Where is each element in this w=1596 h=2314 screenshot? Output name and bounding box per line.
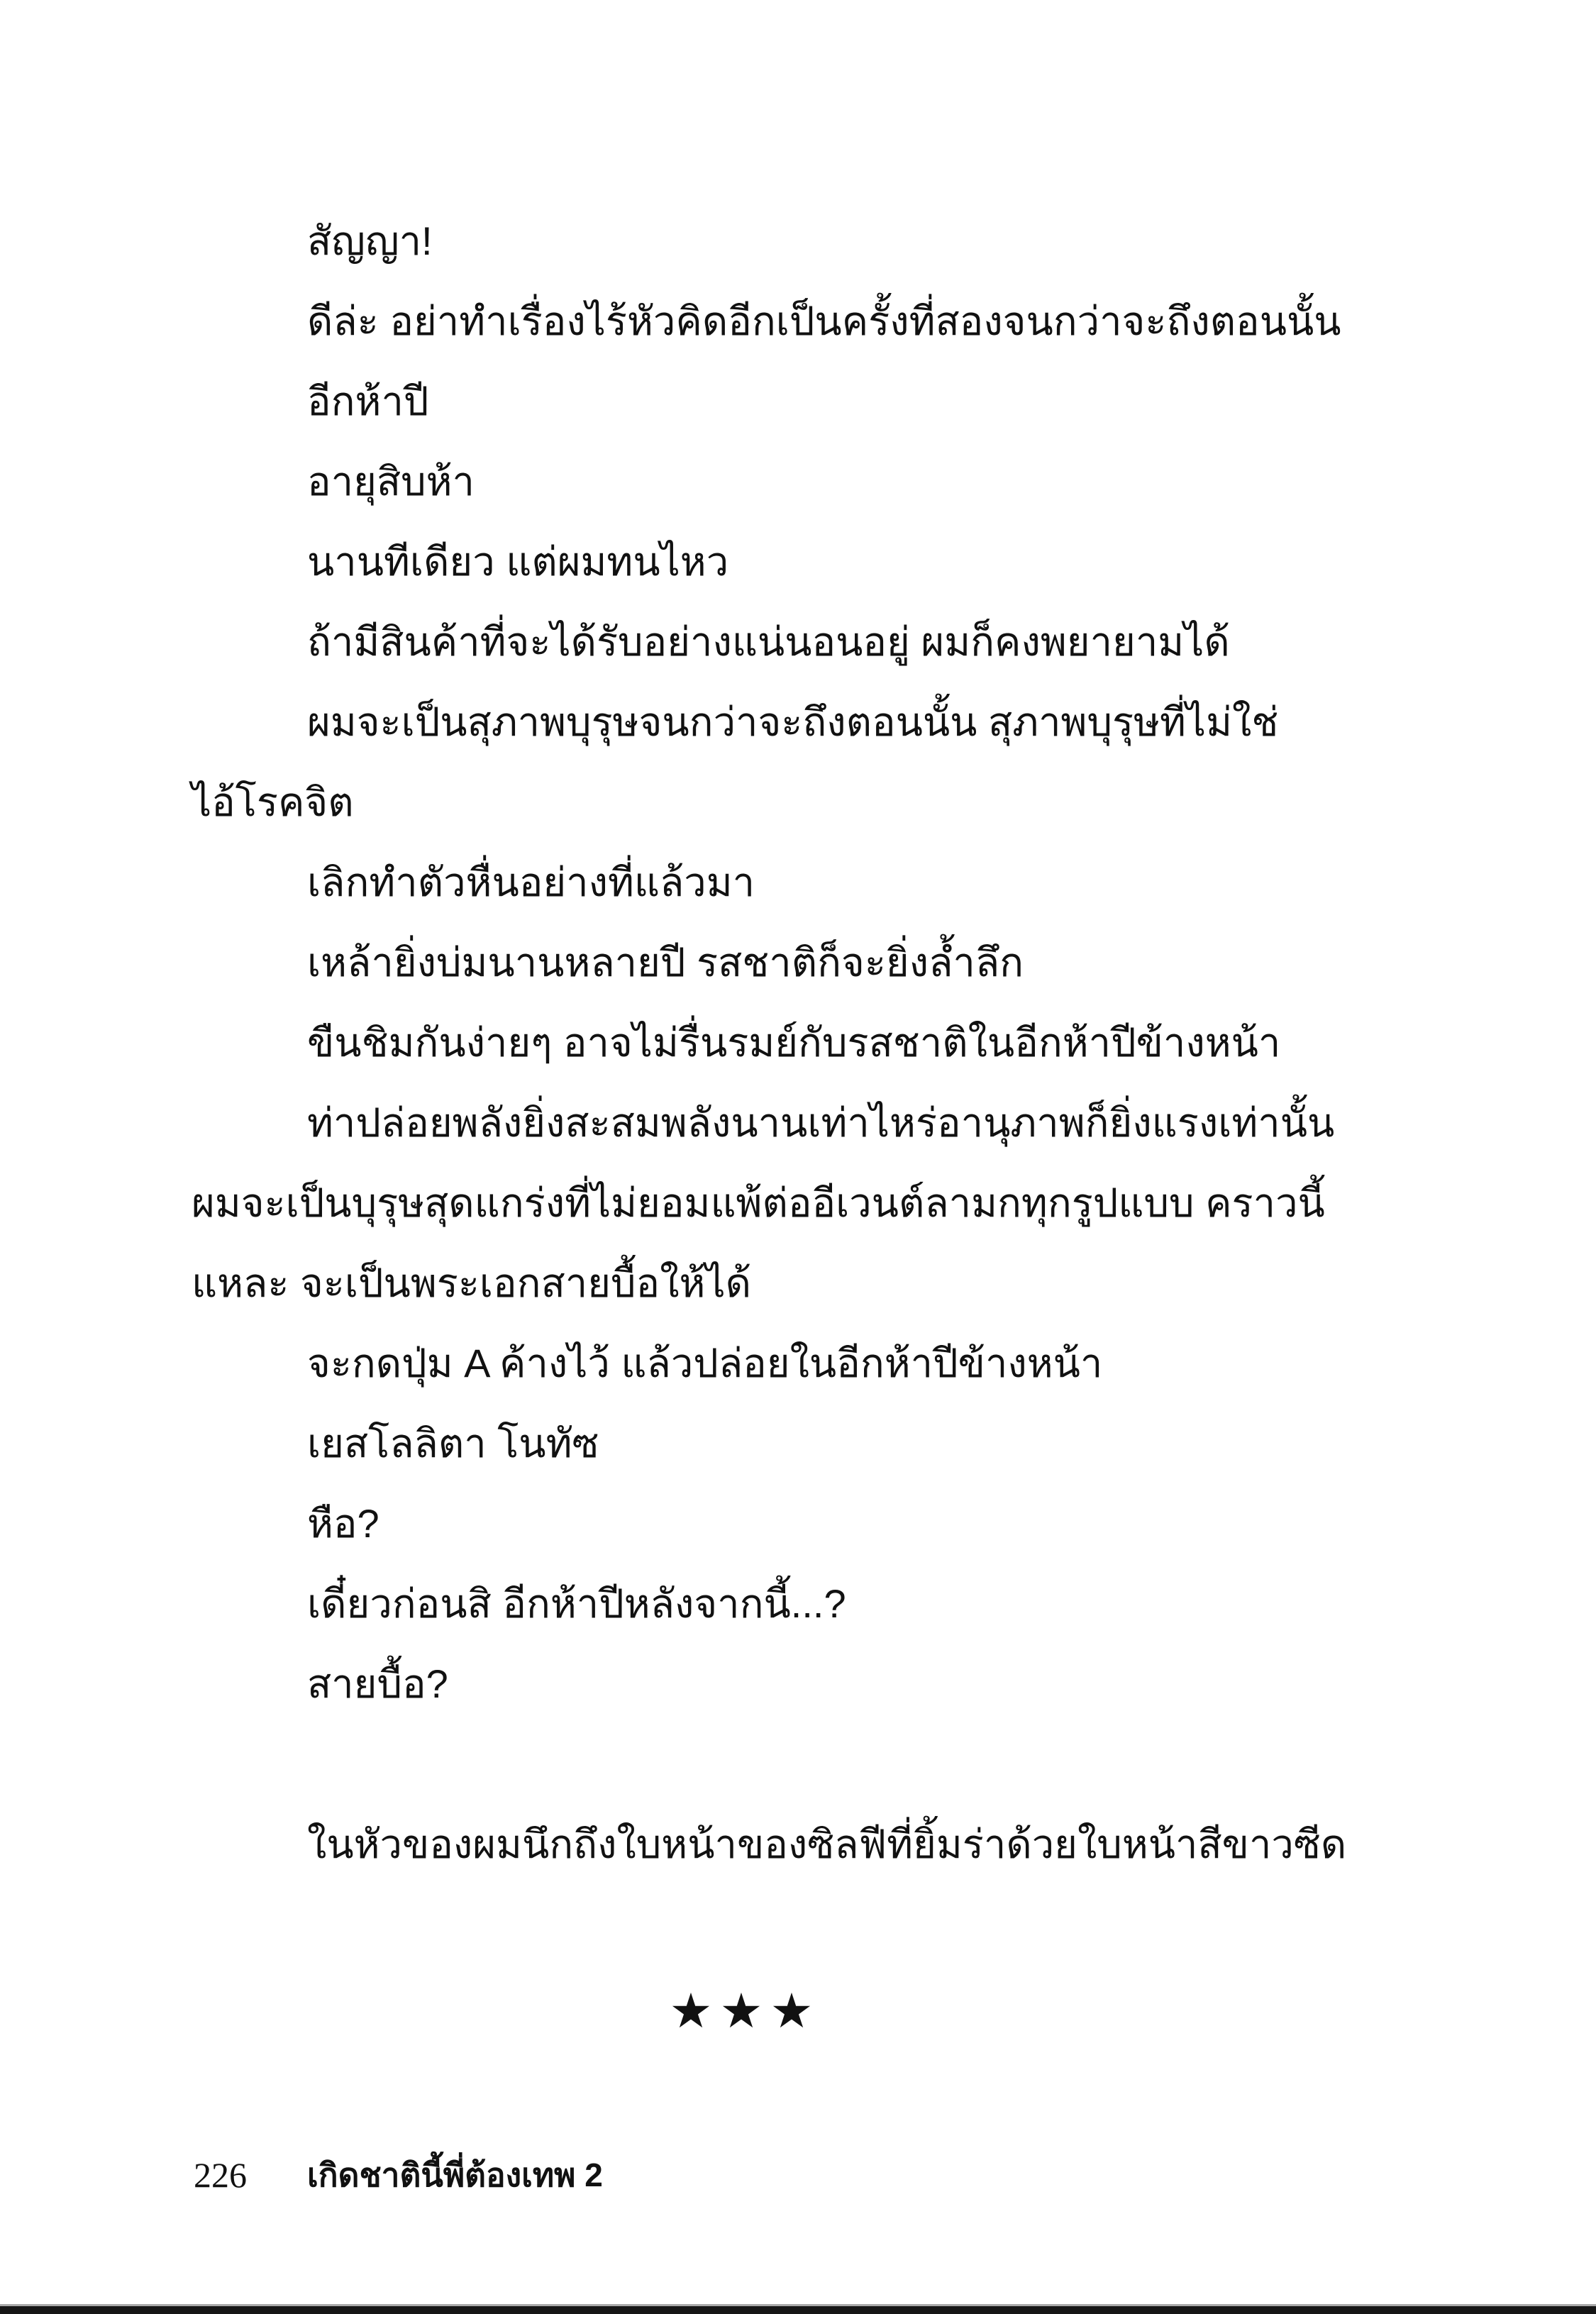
text-line: ผมจะเป็นสุภาพบุรุษจนกว่าจะถึงตอนนั้น สุภาพบุรุษที่ไม่ใช่ (307, 699, 1279, 744)
text-line: ไอ้โรคจิต (192, 780, 354, 824)
text-line: ในหัวของผมนึกถึงใบหน้าของซิลฟีที่ยิ้มร่าด้วยใบหน้าสีขาวซีด (307, 1822, 1347, 1866)
text-line: ขืนชิมกันง่ายๆ อาจไม่รื่นรมย์กับรสชาติในอีกห้าปีข้างหน้า (307, 1020, 1281, 1065)
text-line: เยสโลลิตา โนทัซ (307, 1421, 599, 1466)
text-line: สายบื้อ? (307, 1661, 448, 1706)
window-bottom-bar (0, 2304, 1596, 2314)
text-line: แหละ จะเป็นพระเอกสายบื้อให้ได้ (192, 1261, 751, 1305)
text-line (192, 1724, 1383, 1804)
text-line: ถ้ามีสินค้าที่จะได้รับอย่างแน่นอนอยู่ ผมก็คงพยายามได้ (307, 619, 1230, 664)
text-line: หือ? (307, 1501, 379, 1546)
text-line: นานทีเดียว แต่ผมทนไหว (307, 539, 729, 584)
text-line: อีกห้าปี (307, 379, 429, 424)
page-footer (0, 2149, 1596, 2200)
text-line: ผมจะเป็นบุรุษสุดแกร่งที่ไม่ยอมแพ้ต่ออีเวนต์ลามกทุกรูปแบบ คราวนี้ (192, 1180, 1325, 1225)
footer-page-number: 226 (194, 2155, 247, 2195)
footer-book-title: เกิดชาตินี้พี่ต้องเทพ 2 (307, 2157, 603, 2193)
text-line: เลิกทำตัวหื่นอย่างที่แล้วมา (307, 860, 755, 904)
text-line: ท่าปล่อยพลังยิ่งสะสมพลังนานเท่าไหร่อานุภาพก็ยิ่งแรงเท่านั้น (307, 1100, 1335, 1145)
text-line: ดีล่ะ อย่าทำเรื่องไร้หัวคิดอีกเป็นครั้งที่สองจนกว่าจะถึงตอนนั้น (307, 299, 1341, 343)
text-line: เหล้ายิ่งบ่มนานหลายปี รสชาติก็จะยิ่งล้ำลึก (307, 940, 1024, 985)
text-line: เดี๋ยวก่อนสิ อีกห้าปีหลังจากนี้...? (307, 1581, 846, 1626)
text-line: สัญญา! (307, 218, 433, 263)
text-line: อายุสิบห้า (307, 459, 475, 504)
text-line: จะกดปุ่ม A ค้างไว้ แล้วปล่อยในอีกห้าปีข้างหน้า (307, 1341, 1103, 1385)
text-block (192, 201, 1383, 1884)
section-divider-stars: ★★★ (669, 1984, 821, 2038)
